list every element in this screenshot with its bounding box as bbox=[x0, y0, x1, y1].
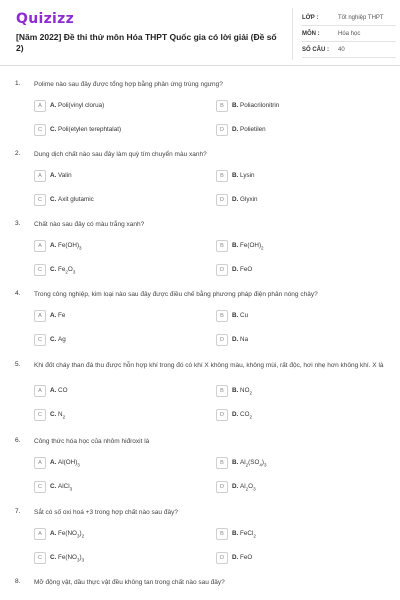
option-letter-box: C bbox=[34, 124, 46, 136]
question-text: Chất nào sau đây có màu trắng xanh? bbox=[34, 221, 145, 228]
option-letter-box: B bbox=[216, 100, 228, 112]
question-number: 8. bbox=[15, 578, 21, 585]
meta-key: MÔN : bbox=[302, 31, 320, 37]
option-text: B. FeCl$_2$ bbox=[232, 530, 256, 539]
option-letter-box: D bbox=[216, 124, 228, 136]
document-header bbox=[0, 0, 400, 66]
question-number: 2. bbox=[15, 150, 21, 157]
option-text: C. AlCl$_3$ bbox=[50, 483, 73, 492]
option-letter-box: A bbox=[34, 385, 46, 397]
option-text: D. FeO bbox=[232, 266, 253, 273]
option-text: D. Polietilen bbox=[232, 126, 266, 133]
option-letter-box: B bbox=[216, 385, 228, 397]
question-text: Trong công nghiệp, kim loại nào sau đây được điều chế bằng phương pháp điện phân nóng chảy? bbox=[34, 291, 318, 298]
option-text: C. Ag bbox=[50, 336, 66, 343]
option-text: A. CO bbox=[50, 387, 68, 394]
option-text: A. $Fe(NO_3)_2$ bbox=[50, 530, 85, 539]
question-text: Mỡ động vật, dầu thực vật đều không tan trong chất nào sau đây? bbox=[34, 579, 225, 586]
question-number: 7. bbox=[15, 508, 21, 515]
option-text: A. Poli(vinyl clorua) bbox=[50, 102, 105, 109]
option-text: A. Fe bbox=[50, 312, 66, 319]
option-text: A. $Fe(OH)_3$ bbox=[50, 242, 82, 251]
option-text: B. Poliacrilonitrin bbox=[232, 102, 280, 109]
option-text: D. $CO_2$ bbox=[232, 411, 253, 420]
option-text: C. $Fe_2O_3$ bbox=[50, 266, 76, 275]
option-letter-box: B bbox=[216, 457, 228, 469]
option-letter-box: D bbox=[216, 334, 228, 346]
question-text: Dung dịch chất nào sau đây làm quỳ tím chuyển màu xanh? bbox=[34, 151, 207, 158]
question-text: Sắt có số oxi hoá +3 trong hợp chất nào sau đây? bbox=[34, 509, 178, 516]
option-letter-box: A bbox=[34, 457, 46, 469]
option-text: C. $Fe(NO_3)_3$ bbox=[50, 554, 85, 563]
meta-row-subject bbox=[302, 26, 396, 42]
option-letter-box: B bbox=[216, 170, 228, 182]
option-letter-box: B bbox=[216, 310, 228, 322]
option-letter-box: A bbox=[34, 170, 46, 182]
meta-key: LỚP : bbox=[302, 15, 319, 21]
option-text: B. $NO_2$ bbox=[232, 387, 253, 396]
header-divider bbox=[292, 8, 293, 60]
option-text: B. Cu bbox=[232, 312, 249, 319]
option-letter-box: A bbox=[34, 310, 46, 322]
question-text: Polime nào sau đây được tổng hợp bằng phản ứng trùng ngưng? bbox=[34, 81, 223, 88]
option-letter-box: D bbox=[216, 552, 228, 564]
option-text: D. $Al_2O_3$ bbox=[232, 483, 256, 492]
option-letter-box: A bbox=[34, 100, 46, 112]
option-letter-box: D bbox=[216, 194, 228, 206]
question-text: Công thức hóa học của nhôm hiđroxit là bbox=[34, 438, 150, 445]
option-letter-box: A bbox=[34, 528, 46, 540]
question-number: 3. bbox=[15, 220, 21, 227]
option-letter-box: D bbox=[216, 264, 228, 276]
question-text: Khi đốt cháy than đá thu được hỗn hợp khí trong đó có khí X không màu, không mùi, rất độc, hơi nhẹ hơn không khí. X là bbox=[34, 362, 384, 369]
meta-row-count bbox=[302, 42, 396, 58]
option-letter-box: D bbox=[216, 481, 228, 493]
option-text: B. $Al_2(SO_4)_3$ bbox=[232, 459, 267, 468]
option-text: B. Lysin bbox=[232, 172, 255, 179]
question-number: 4. bbox=[15, 290, 21, 297]
option-letter-box: C bbox=[34, 409, 46, 421]
meta-key: SỐ CÂU : bbox=[302, 47, 329, 53]
option-letter-box: C bbox=[34, 194, 46, 206]
option-letter-box: C bbox=[34, 552, 46, 564]
quizizz-logo: Quizizz bbox=[16, 11, 75, 27]
meta-value: 40 bbox=[338, 47, 345, 53]
option-letter-box: C bbox=[34, 334, 46, 346]
option-text: B. $Fe(OH)_2$ bbox=[232, 242, 264, 251]
option-letter-box: B bbox=[216, 528, 228, 540]
option-text: C. Axit glutamic bbox=[50, 196, 94, 203]
question-number: 1. bbox=[15, 80, 21, 87]
option-text: D. FeO bbox=[232, 554, 253, 561]
option-letter-box: A bbox=[34, 240, 46, 252]
option-letter-box: B bbox=[216, 240, 228, 252]
option-letter-box: C bbox=[34, 481, 46, 493]
meta-value: Hóa học bbox=[338, 31, 361, 37]
option-letter-box: D bbox=[216, 409, 228, 421]
option-text: D. Glyxin bbox=[232, 196, 258, 203]
option-text: C. Poli(etylen terephtalat) bbox=[50, 126, 122, 133]
meta-value: Tốt nghiệp THPT bbox=[338, 15, 384, 21]
option-text: A. Valin bbox=[50, 172, 72, 179]
option-letter-box: C bbox=[34, 264, 46, 276]
option-text: D. Na bbox=[232, 336, 249, 343]
option-text: C. $N_2$ bbox=[50, 411, 66, 420]
question-number: 5. bbox=[15, 361, 21, 368]
meta-row-class bbox=[302, 10, 396, 26]
page-title: [Năm 2022] Đề thi thử môn Hóa THPT Quốc gia có lời giải (Đề số 2) bbox=[16, 32, 277, 53]
question-number: 6. bbox=[15, 437, 21, 444]
option-text: A. $Al(OH)_3$ bbox=[50, 459, 80, 468]
